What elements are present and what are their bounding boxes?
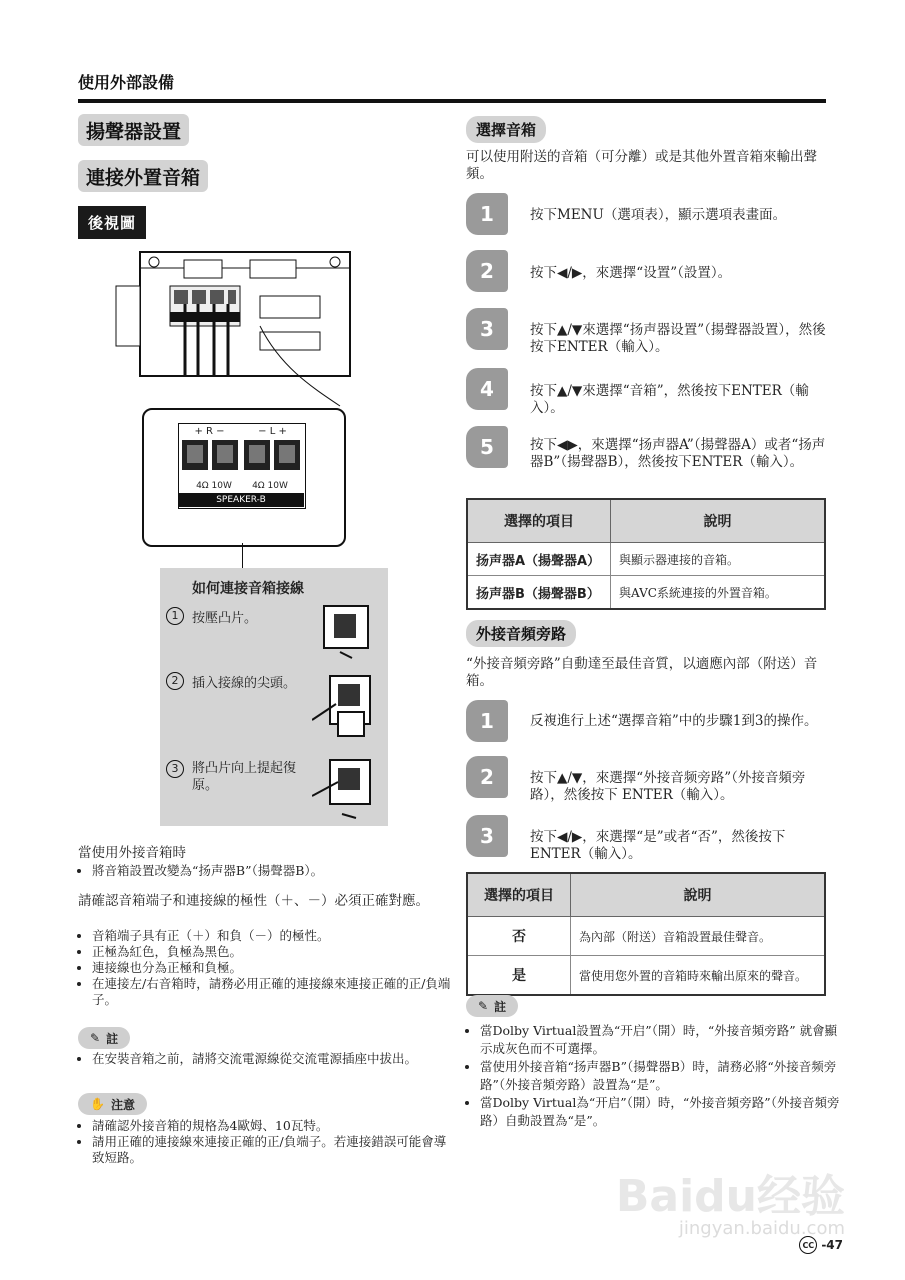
howto-step-num: 3: [166, 760, 184, 778]
rear-view-tag: 後視圖: [78, 206, 146, 239]
table-header: 選擇的項目: [467, 499, 611, 543]
watermark-logo: Baidu经验: [615, 1171, 845, 1222]
bypass-title: 外接音頻旁路: [466, 620, 576, 647]
page-footer: [799, 1236, 843, 1254]
polarity-intro: 請確認音箱端子和連接線的極性（＋、－）必須正確對應。: [78, 893, 429, 909]
note-bullets-left: [78, 1051, 454, 1067]
step-text: 反複進行上述“選擇音箱”中的步驟1到3的操作。: [530, 713, 818, 729]
bullet-item: • 當Dolby Virtual為“开启”（開）時，“外接音頻旁路”（外接音頻旁路）自動設置為“是”。: [480, 1094, 842, 1130]
caution-label: 注意: [110, 1097, 135, 1112]
table-row: [467, 917, 825, 956]
step-number: 2: [466, 250, 508, 292]
bypass-intro: “外接音頻旁路”自動達至最佳音質，以適應內部（附送）音箱。: [466, 656, 818, 689]
bullet-item: • 正極為紅色，負極為黑色。: [92, 944, 454, 960]
bullet-item: • 將音箱設置改變為“扬声器B”（揚聲器B）。: [92, 863, 452, 879]
step-number: 1: [466, 700, 508, 742]
caution-badge: [78, 1093, 147, 1115]
hand-icon: ✋: [90, 1097, 105, 1111]
table-cell: 否: [467, 917, 571, 956]
table-header: 說明: [611, 499, 826, 543]
step-text: 按下◀/▶，來選擇“是”或者“否”，然後按下 ENTER（輸入）。: [530, 829, 786, 862]
bullet-item: • 在連接左/右音箱時，請務必用正確的連接線來連接正確的正/負端子。: [92, 976, 454, 1008]
table-header: 說明: [571, 873, 826, 917]
subsection-title: 連接外置音箱: [78, 160, 208, 192]
plus-r-minus-label: + R −: [194, 426, 225, 437]
connector-line: [242, 543, 243, 569]
bullet-item: • 當Dolby Virtual設置為“开启”（開）時，“外接音頻旁路” 就會顯示成灰色而不可選擇。: [480, 1022, 842, 1058]
speaker-b-label: SPEAKER-B: [178, 493, 304, 507]
table-row: [467, 956, 825, 996]
header-rule: [78, 99, 826, 103]
step-number: 5: [466, 426, 508, 468]
table-header: 選擇的項目: [467, 873, 571, 917]
howto-step-text: 將凸片向上提起復原。: [192, 761, 297, 793]
table-cell: 為內部（附送）音箱設置最佳聲音。: [571, 917, 826, 956]
note-badge-right: [466, 995, 518, 1017]
table-cell: 是: [467, 956, 571, 996]
select-speaker-title: 選擇音箱: [466, 116, 546, 143]
note-label: 註: [494, 999, 507, 1014]
caution-bullets: [78, 1118, 454, 1166]
terminal-steps-illustration: [312, 600, 376, 820]
bullet-item: • 連接線也分為正極和負極。: [92, 960, 454, 976]
polarity-bullets: [78, 928, 454, 1008]
howto-step-num: 1: [166, 607, 184, 625]
terminal-jacks: [182, 440, 300, 476]
step-number: 1: [466, 193, 508, 235]
step-number: 3: [466, 308, 508, 350]
step-number: 4: [466, 368, 508, 410]
note-bullets-right: [466, 1022, 842, 1130]
step-number: 3: [466, 815, 508, 857]
external-speaker-bullets: [78, 863, 452, 879]
step-text: 按下▲/▼來選擇“扬声器设置”（揚聲器設置），然後按下ENTER（輸入）。: [530, 322, 826, 355]
table-cell: 扬声器A（揚聲器A）: [467, 543, 611, 576]
table-row: [467, 543, 825, 576]
step-text: 按下▲/▼，來選擇“外接音频旁路”（外接音頻旁路），然後按下 ENTER（輸入）。: [530, 770, 806, 803]
section-title: 揚聲器設置: [78, 114, 189, 146]
bullet-item: • 請確認外接音箱的規格為4歐姆、10瓦特。: [92, 1118, 454, 1134]
language-badge-icon: CC: [799, 1236, 817, 1254]
watermark-url: jingyan.baidu.com: [678, 1218, 845, 1239]
bullet-item: • 音箱端子具有正（＋）和負（－）的極性。: [92, 928, 454, 944]
step-number: 2: [466, 756, 508, 798]
table-cell: 扬声器B（揚聲器B）: [467, 576, 611, 610]
external-speaker-heading: 當使用外接音箱時: [78, 845, 186, 861]
speaker-table: [466, 498, 826, 610]
ohm-left-label: 4Ω 10W: [196, 481, 232, 491]
howto-step-num: 2: [166, 672, 184, 690]
note-label: 註: [106, 1031, 119, 1046]
step-text: 按下◀/▶，來選擇“设置”（設置）。: [530, 265, 732, 281]
bullet-item: • 在安裝音箱之前，請將交流電源線從交流電源插座中拔出。: [92, 1051, 454, 1067]
table-row: [467, 576, 825, 610]
table-cell: 與AVC系統連接的外置音箱。: [611, 576, 826, 610]
select-speaker-intro: 可以使用附送的音箱（可分離）或是其他外置音箱來輸出聲頻。: [466, 149, 817, 182]
pencil-icon: ✎: [478, 999, 489, 1013]
ohm-right-label: 4Ω 10W: [252, 481, 288, 491]
howto-step-text: 插入接線的尖頭。: [192, 676, 297, 691]
howto-title: 如何連接音箱接線: [192, 581, 304, 597]
page-header-title: 使用外部設備: [78, 73, 175, 92]
step-text: 按下◀▶，來選擇“扬声器A”（揚聲器A）或者“扬声器B”（揚聲器B），然後按下ENTER（輸入）。: [530, 437, 826, 470]
howto-step-text: 按壓凸片。: [192, 611, 258, 626]
bypass-table: [466, 872, 826, 996]
minus-l-plus-label: − L +: [258, 426, 287, 437]
bullet-item: • 當使用外接音箱“扬声器B”（揚聲器B）時，請務必將“外接音频旁路”（外接音頻旁路）設置為“是”。: [480, 1058, 842, 1094]
page-number: -47: [821, 1238, 843, 1252]
step-text: 按下▲/▼來選擇“音箱”，然後按下ENTER（輸入）。: [530, 383, 809, 416]
pencil-icon: ✎: [90, 1031, 101, 1045]
table-cell: 當使用您外置的音箱時來輸出原來的聲音。: [571, 956, 826, 996]
step-text: 按下MENU（選項表），顯示選項表畫面。: [530, 207, 787, 223]
bullet-item: • 請用正確的連接線來連接正確的正/負端子。若連接錯誤可能會導致短路。: [92, 1134, 454, 1166]
table-cell: 與顯示器連接的音箱。: [611, 543, 826, 576]
note-badge-left: [78, 1027, 130, 1049]
